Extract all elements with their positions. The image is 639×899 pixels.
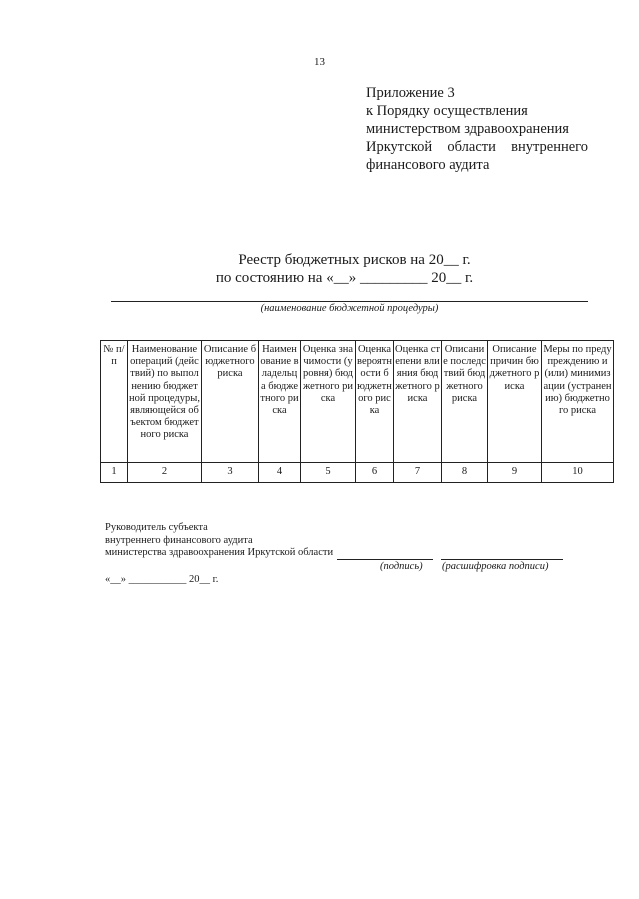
- signature-line: Руководитель субъекта: [105, 522, 208, 533]
- decode-caption: (расшифровка подписи): [442, 561, 549, 572]
- risk-registry-table: [100, 340, 614, 483]
- table-header-cell: Наименование операций (действий) по выполнению бюджетной процедуры, являющейся объектом бюджетного риска: [128, 341, 202, 463]
- decode-blank-line: [441, 559, 563, 560]
- table-cell: 10: [542, 463, 614, 483]
- signature-line: министерства здравоохранения Иркутской области: [105, 547, 334, 558]
- table-cell: 6: [356, 463, 394, 483]
- table-cell: 4: [259, 463, 301, 483]
- table-cell: 2: [128, 463, 202, 483]
- procedure-blank-line: [111, 301, 588, 302]
- table-header-cell: Описание причин бюджетного риска: [488, 341, 542, 463]
- table-cell: 7: [394, 463, 442, 483]
- table-number-row: [101, 463, 614, 483]
- appendix-line: Приложение 3: [366, 85, 455, 101]
- table-header-cell: Наименование владельца бюджетного риска: [259, 341, 301, 463]
- table-cell: 1: [101, 463, 128, 483]
- signature-line: внутреннего финансового аудита: [105, 534, 253, 546]
- page-number: 13: [314, 56, 325, 68]
- registry-title: [0, 251, 639, 287]
- table-header-cell: Оценка значимости (уровня) бюджетного риска: [301, 341, 356, 463]
- appendix-line: Иркутской области внутреннего: [366, 139, 588, 155]
- appendix-line: к Порядку осуществления: [366, 103, 528, 119]
- title-line: по состоянию на «__» _________ 20__ г.: [215, 270, 474, 286]
- appendix-line: финансового аудита: [366, 157, 490, 173]
- table-cell: 8: [442, 463, 488, 483]
- appendix-line: министерством здравоохранения: [366, 121, 569, 137]
- table-header-cell: Описание последствий бюджетного риска: [442, 341, 488, 463]
- appendix-header: [366, 84, 588, 174]
- table-cell: 9: [488, 463, 542, 483]
- table-header-cell: Оценка степени влияния бюджетного риска: [394, 341, 442, 463]
- table-header-row: [101, 341, 614, 463]
- signature-blank-line: [337, 559, 433, 560]
- table-header-cell: № п/п: [101, 341, 128, 463]
- signature-block: [105, 522, 333, 560]
- procedure-caption: (наименование бюджетной процедуры): [260, 303, 439, 314]
- table-header-cell: Меры по предупреждению и (или) минимизации (устранению) бюджетного риска: [542, 341, 614, 463]
- date-line: «__» ___________ 20__ г.: [105, 574, 219, 585]
- signature-caption: (подпись): [380, 561, 423, 572]
- title-line: Реестр бюджетных рисков на 20__ г.: [238, 252, 471, 268]
- table-header-cell: Описание бюджетного риска: [202, 341, 259, 463]
- table-header-cell: Оценка вероятности бюджетного риска: [356, 341, 394, 463]
- table-cell: 3: [202, 463, 259, 483]
- table-cell: 5: [301, 463, 356, 483]
